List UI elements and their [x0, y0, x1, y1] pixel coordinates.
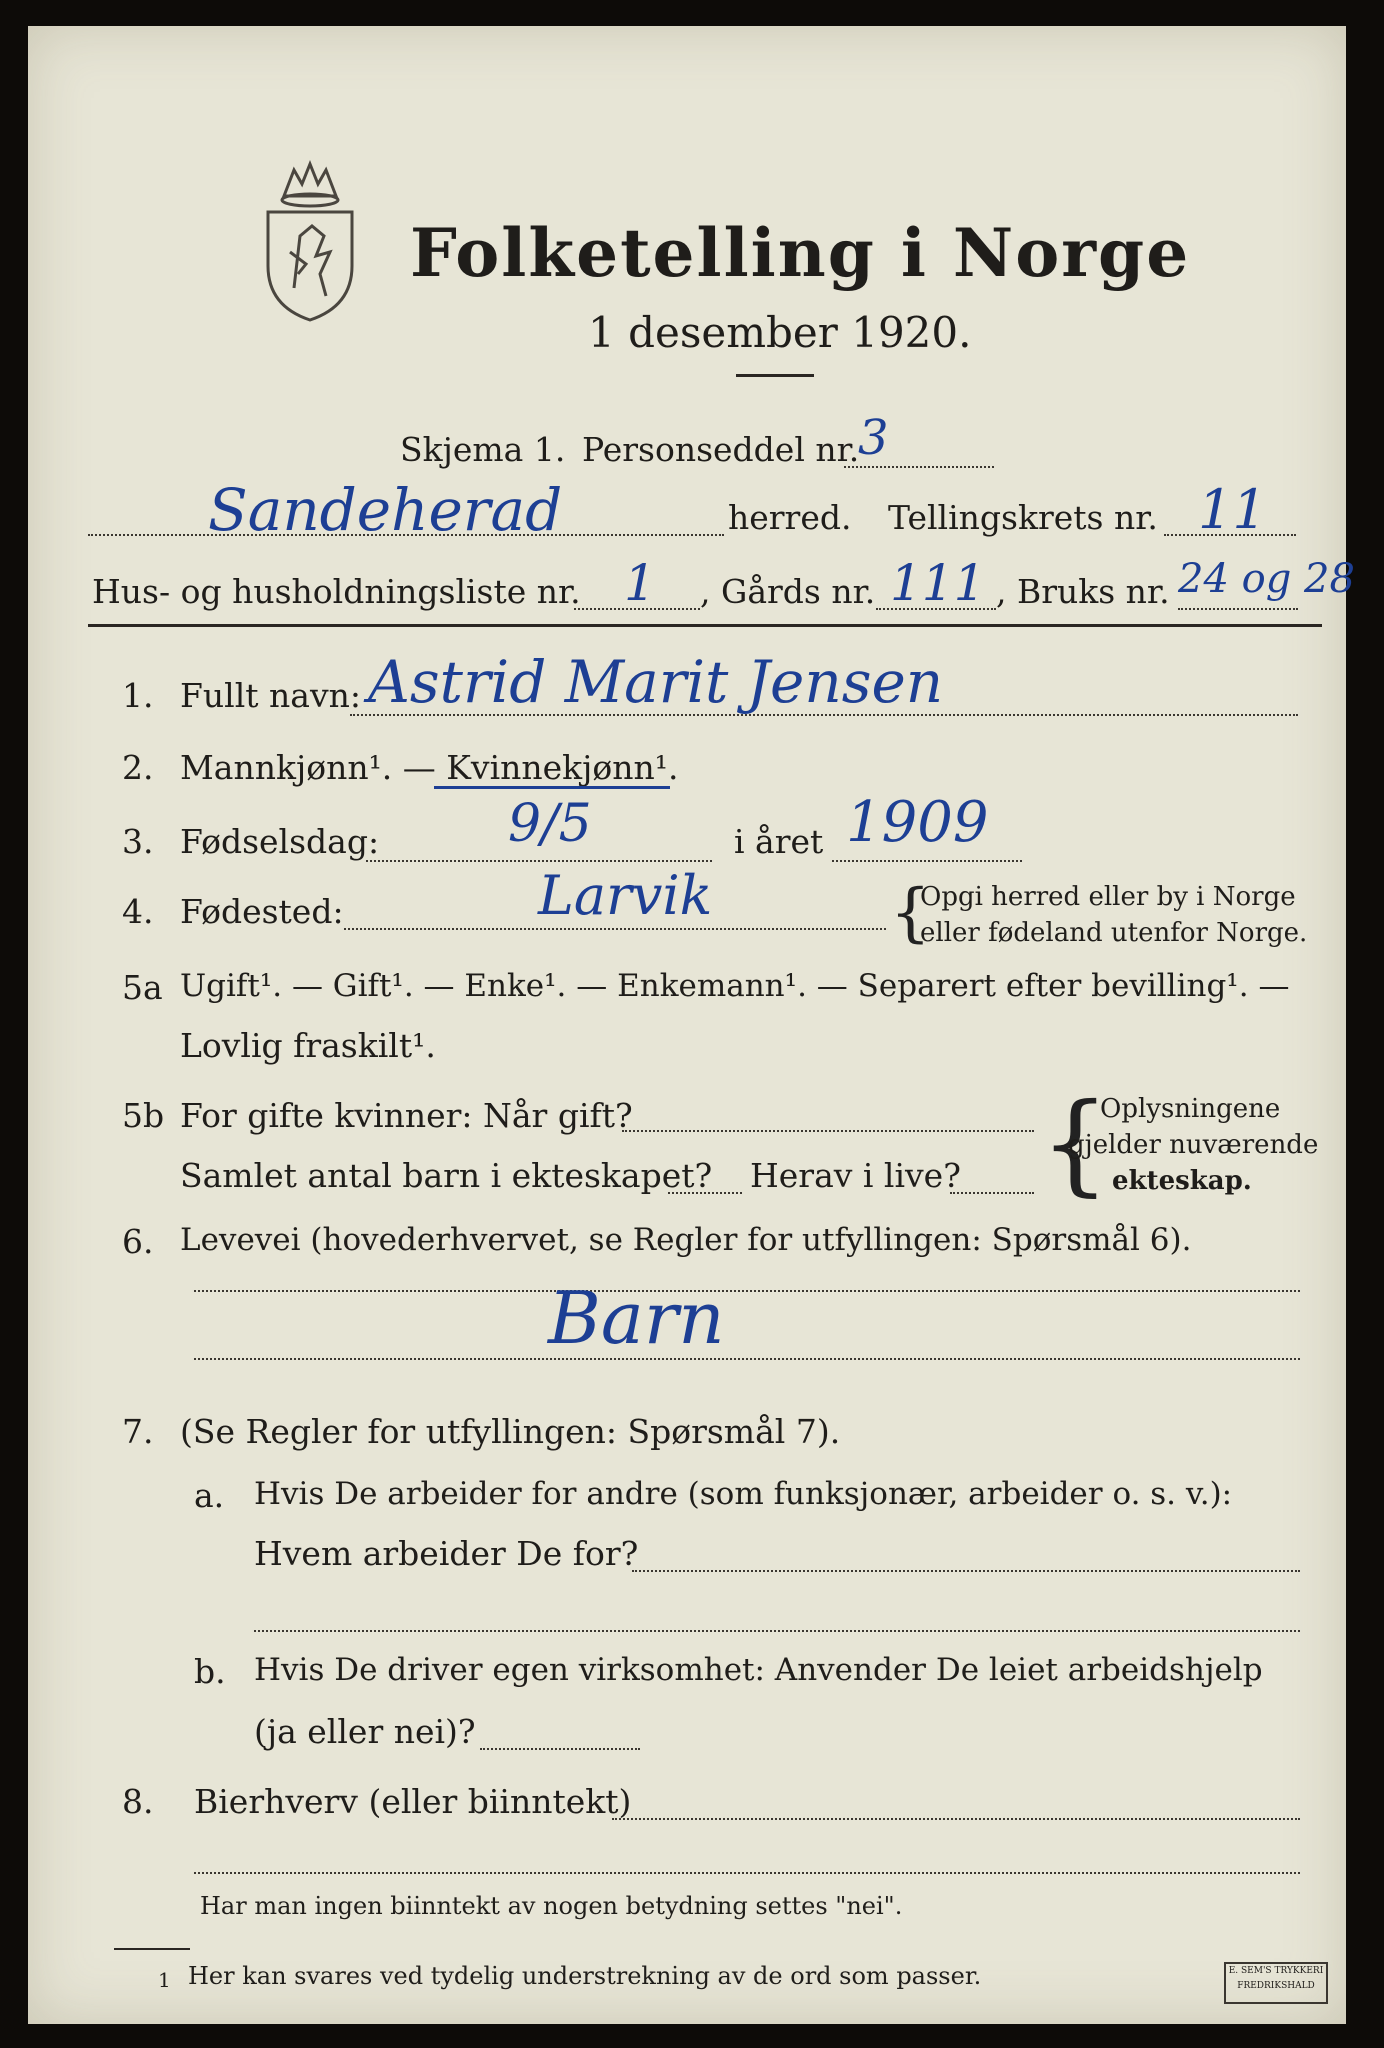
q3-number: 3. — [122, 822, 154, 861]
q7b-line-2: (ja eller nei)? — [254, 1712, 476, 1751]
birthplace-field[interactable] — [344, 928, 886, 930]
footnote-rule — [114, 1948, 190, 1950]
footnote-text: Her kan svares ved tydelig understrekning av de ord som passer. — [188, 1962, 982, 1990]
skjema-label: Skjema 1. — [400, 430, 566, 469]
birthdate-value: 9/5 — [508, 794, 592, 854]
gender-underline-mark — [434, 786, 670, 789]
full-name-value: Astrid Marit Jensen — [368, 648, 944, 716]
printer-mark-line-1: E. SEM'S TRYKKERI — [1228, 1966, 1324, 1976]
marriage-note-3: ekteskap. — [1112, 1166, 1252, 1196]
q8-number: 8. — [122, 1782, 154, 1821]
personseddel-value: 3 — [858, 410, 889, 466]
occupation-label: Levevei (hovederhvervet, se Regler for utfyllingen: Spørsmål 6). — [180, 1222, 1192, 1258]
q4-label: Fødested: — [180, 892, 344, 931]
q5a-number: 5a — [122, 968, 163, 1007]
q5b-number: 5b — [122, 1096, 165, 1135]
birthplace-note-2: eller fødeland utenfor Norge. — [920, 918, 1308, 948]
gender-options: Mannkjønn¹. — Kvinnekjønn¹. — [180, 748, 679, 787]
q1-number: 1. — [122, 676, 154, 715]
birthyear-label: i året — [734, 822, 824, 861]
birthyear-field[interactable] — [832, 860, 1022, 862]
birthdate-field[interactable] — [366, 860, 712, 862]
bruks-value: 24 og 28 — [1178, 556, 1355, 602]
herred-value: Sandeherad — [208, 476, 563, 544]
q7-label: (Se Regler for utfyllingen: Spørsmål 7). — [180, 1412, 841, 1451]
employer-field-2[interactable] — [254, 1630, 1300, 1632]
hus-label: Hus- og husholdningsliste nr. — [92, 572, 581, 611]
printer-mark-line-2: FREDRIKSHALD — [1237, 1981, 1315, 1991]
coat-of-arms-icon — [254, 156, 366, 324]
q4-number: 4. — [122, 892, 154, 931]
birthplace-value: Larvik — [538, 864, 713, 927]
header-rule — [88, 624, 1322, 627]
children-total-label: Samlet antal barn i ekteskapet? — [180, 1156, 713, 1195]
tellingskrets-value: 11 — [1198, 478, 1267, 541]
title-divider — [736, 374, 814, 377]
side-income-note: Har man ingen biinntekt av nogen betydning settes "nei". — [200, 1892, 903, 1920]
side-income-field[interactable] — [612, 1818, 1300, 1820]
q1-label: Fullt navn: — [180, 676, 361, 715]
q6-number: 6. — [122, 1222, 154, 1261]
occupation-field[interactable] — [194, 1290, 1300, 1292]
birthplace-note-1: Opgi herred eller by i Norge — [920, 882, 1296, 912]
married-when-label: For gifte kvinner: Når gift? — [180, 1096, 633, 1135]
form-title: Folketelling i Norge — [410, 214, 1191, 292]
birthplace-brace: { — [890, 876, 931, 950]
tellingskrets-label: Tellingskrets nr. — [888, 498, 1158, 537]
personseddel-label: Personseddel nr. — [582, 430, 860, 469]
q2-number: 2. — [122, 748, 154, 787]
herred-label: herred. — [728, 498, 852, 537]
bruks-label: , Bruks nr. — [996, 572, 1170, 611]
married-when-field[interactable] — [622, 1130, 1034, 1132]
birthyear-value: 1909 — [846, 790, 989, 855]
footnote-mark: 1 — [158, 1968, 171, 1992]
marriage-note-2: gjelder nuværende — [1068, 1130, 1319, 1160]
hired-help-field[interactable] — [480, 1748, 640, 1750]
bruks-field[interactable] — [1178, 608, 1298, 610]
personseddel-field[interactable] — [844, 466, 994, 468]
side-income-field-2[interactable] — [194, 1872, 1300, 1874]
q7-number: 7. — [122, 1412, 154, 1451]
q7b-letter: b. — [194, 1652, 226, 1691]
census-form — [28, 26, 1355, 2024]
employer-field[interactable] — [632, 1570, 1300, 1572]
marriage-brace: { — [1040, 1079, 1110, 1207]
children-alive-field[interactable] — [950, 1192, 1034, 1194]
marital-options-cont: Lovlig fraskilt¹. — [180, 1026, 436, 1065]
children-alive-label: Herav i live? — [750, 1156, 961, 1195]
q3-label: Fødselsdag: — [180, 822, 380, 861]
q7a-line-1: Hvis De arbeider for andre (som funksjonær, arbeider o. s. v.): — [254, 1476, 1233, 1512]
q7a-letter: a. — [194, 1476, 225, 1515]
marriage-note-1: Oplysningene — [1100, 1094, 1281, 1124]
occupation-value: Barn — [548, 1276, 725, 1360]
q7b-line-1: Hvis De driver egen virksomhet: Anvender De leiet arbeidshjelp — [254, 1652, 1263, 1688]
gards-label: , Gårds nr. — [700, 572, 876, 611]
census-date: 1 desember 1920. — [588, 308, 972, 357]
gards-value: 111 — [890, 554, 986, 612]
q8-label: Bierhverv (eller biinntekt) — [194, 1782, 632, 1821]
printer-mark — [1224, 1962, 1328, 2004]
occupation-field-2[interactable] — [194, 1358, 1300, 1360]
marital-options: Ugift¹. — Gift¹. — Enke¹. — Enkemann¹. — Separert efter bevilling¹. — — [180, 968, 1290, 1004]
children-total-field[interactable] — [668, 1192, 742, 1194]
hus-value: 1 — [624, 554, 656, 612]
q7a-line-2: Hvem arbeider De for? — [254, 1534, 639, 1573]
